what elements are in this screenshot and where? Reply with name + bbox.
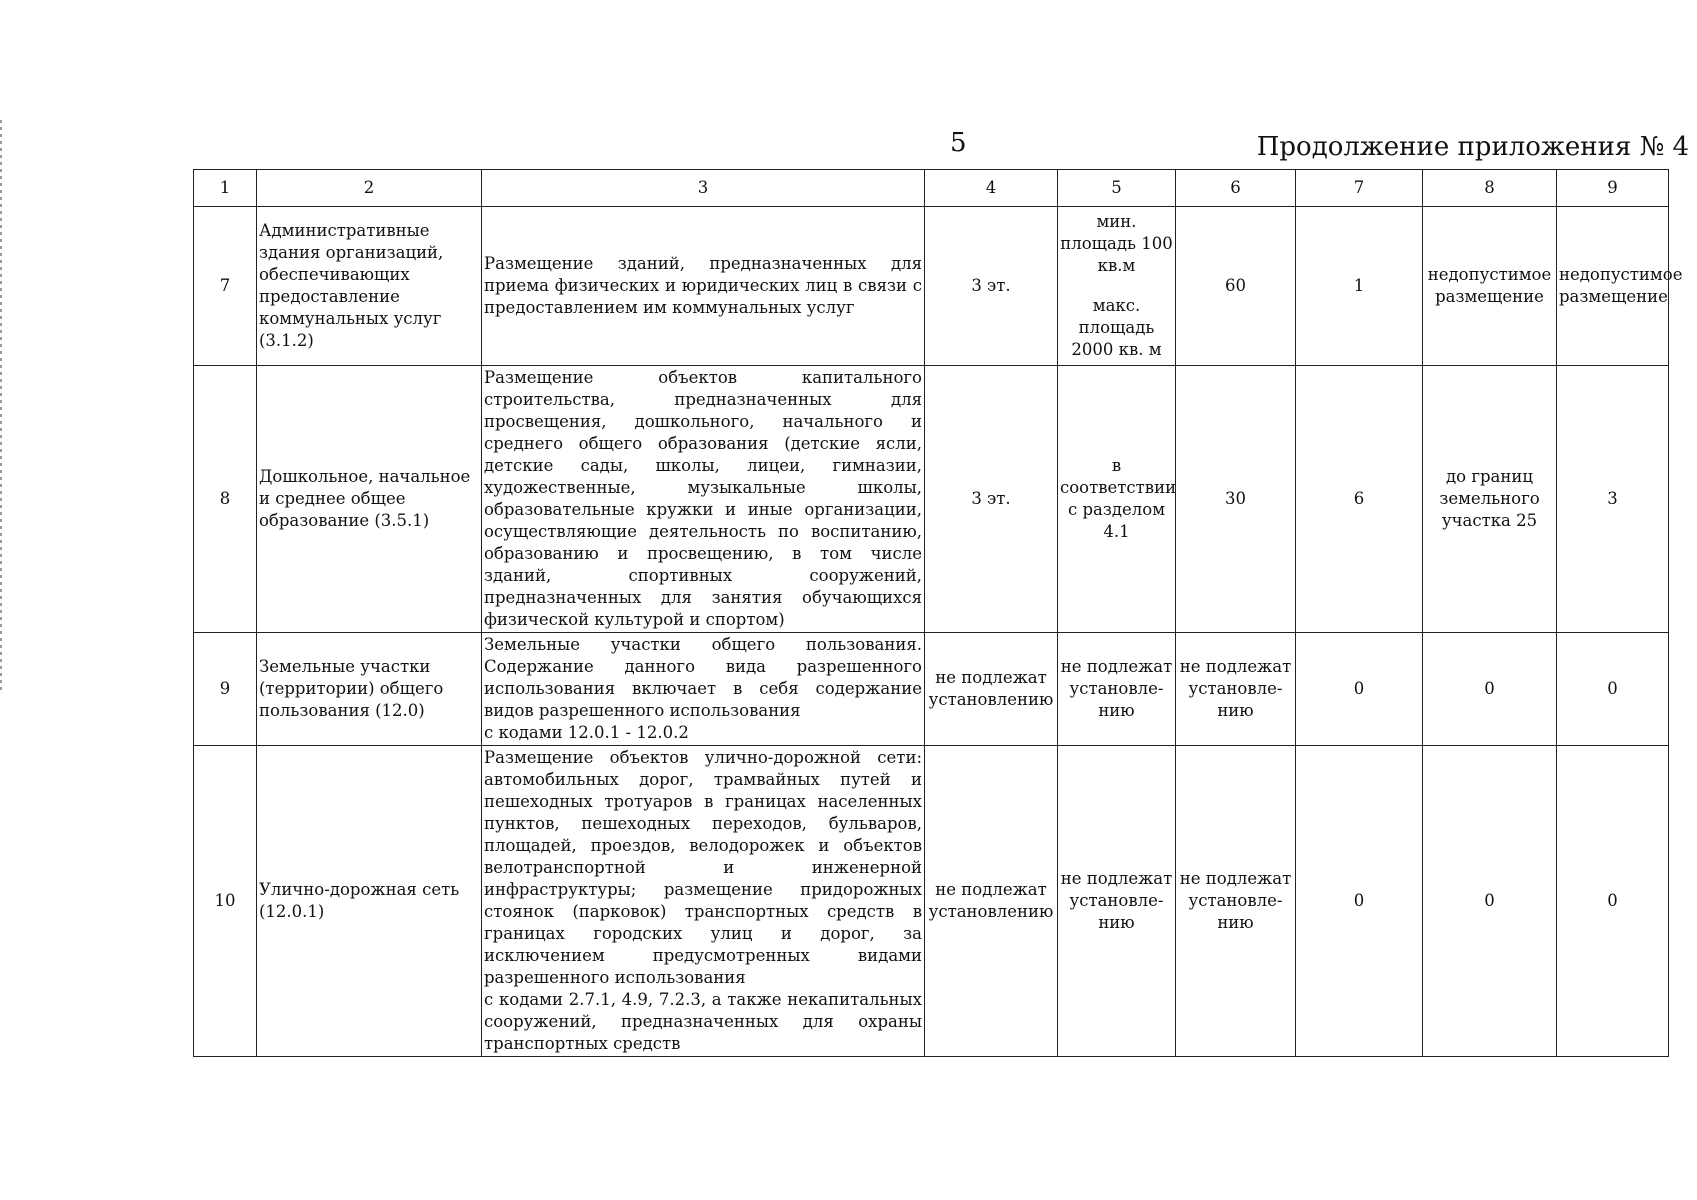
row-number: 7 bbox=[194, 207, 257, 366]
table-header-row bbox=[194, 170, 1669, 207]
max-floors: не подлежат установлению bbox=[925, 746, 1058, 1057]
header-cell: 3 bbox=[482, 170, 925, 207]
table-row bbox=[194, 207, 1669, 366]
header-cell: 2 bbox=[257, 170, 482, 207]
description-text: Земельные участки общего пользования. Содержание данного вида разрешенного использования включает в себя содержание видов разрешенного использования bbox=[484, 635, 922, 720]
header-cell: 8 bbox=[1423, 170, 1557, 207]
land-use-type: Земельные участки (территории) общего пользования (12.0) bbox=[257, 633, 482, 746]
min-setback: 6 bbox=[1296, 366, 1423, 633]
plot-area-limits bbox=[1058, 207, 1176, 366]
land-use-type: Дошкольное, начальное и среднее общее образование (3.5.1) bbox=[257, 366, 482, 633]
min-setback: 0 bbox=[1296, 746, 1423, 1057]
col8-value: 0 bbox=[1423, 633, 1557, 746]
land-use-type: Административные здания организаций, обеспечивающих предоставление коммунальных услуг (3.1.2) bbox=[257, 207, 482, 366]
plot-area-limits: не подлежат установле-нию bbox=[1058, 746, 1176, 1057]
header-cell: 5 bbox=[1058, 170, 1176, 207]
table-row bbox=[194, 746, 1669, 1057]
col8-value: недопустимое размещение bbox=[1423, 207, 1557, 366]
header-cell: 7 bbox=[1296, 170, 1423, 207]
max-area: макс. площадь 2000 кв. м bbox=[1071, 296, 1162, 359]
min-setback: 1 bbox=[1296, 207, 1423, 366]
scan-edge-mark bbox=[0, 120, 2, 690]
row-number: 9 bbox=[194, 633, 257, 746]
col9-value: 0 bbox=[1557, 633, 1669, 746]
header-cell: 4 bbox=[925, 170, 1058, 207]
col8-value: 0 bbox=[1423, 746, 1557, 1057]
description-codes: с кодами 2.7.1, 4.9, 7.2.3, а также некапитальных сооружений, предназначенных для охраны транспортных средств bbox=[484, 990, 922, 1053]
col9-value: 3 bbox=[1557, 366, 1669, 633]
max-floors: 3 эт. bbox=[925, 207, 1058, 366]
table-row bbox=[194, 633, 1669, 746]
max-floors: 3 эт. bbox=[925, 366, 1058, 633]
land-use-description bbox=[482, 746, 925, 1057]
plot-area-limits: не подлежат установле-нию bbox=[1058, 633, 1176, 746]
appendix-continuation-title: Продолжение приложения № 4 bbox=[1256, 132, 1689, 162]
row-number: 8 bbox=[194, 366, 257, 633]
col8-value: до границ земельного участка 25 bbox=[1423, 366, 1557, 633]
land-use-description bbox=[482, 633, 925, 746]
header-cell: 9 bbox=[1557, 170, 1669, 207]
max-coverage-percent: не подлежат установле-нию bbox=[1176, 633, 1296, 746]
col9-value: 0 bbox=[1557, 746, 1669, 1057]
zoning-regulations-table bbox=[193, 169, 1683, 1057]
land-use-description: Размещение зданий, предназначенных для приема физических и юридических лиц в связи с предоставлением им коммунальных услуг bbox=[482, 207, 925, 366]
col9-value: недопустимое размещение bbox=[1557, 207, 1669, 366]
max-coverage-percent: не подлежат установле-нию bbox=[1176, 746, 1296, 1057]
max-floors: не подлежат установлению bbox=[925, 633, 1058, 746]
land-use-description: Размещение объектов капитального строительства, предназначенных для просвещения, дошкольного, начального и среднего общего образования (детские ясли, детские сады, школы, лицеи, гимназии, художественные, музыкальные школы, образовательные кружки и иные организации, осуществляющие деятельность по воспитанию, образованию и просвещению, в том числе зданий, спортивных сооружений, предназначенных для занятия обучающихся физической культурой и спортом) bbox=[482, 366, 925, 633]
land-use-type: Улично-дорожная сеть (12.0.1) bbox=[257, 746, 482, 1057]
row-number: 10 bbox=[194, 746, 257, 1057]
plot-area-limits: в соответствии с разделом 4.1 bbox=[1058, 366, 1176, 633]
max-coverage-percent: 60 bbox=[1176, 207, 1296, 366]
max-coverage-percent: 30 bbox=[1176, 366, 1296, 633]
min-area: мин. площадь 100 кв.м bbox=[1060, 212, 1173, 275]
header-cell: 6 bbox=[1176, 170, 1296, 207]
page-number: 5 bbox=[950, 128, 967, 158]
min-setback: 0 bbox=[1296, 633, 1423, 746]
description-codes: с кодами 12.0.1 - 12.0.2 bbox=[484, 723, 689, 742]
table-row bbox=[194, 366, 1669, 633]
description-text: Размещение объектов улично-дорожной сети: автомобильных дорог, трамвайных путей и пешеходных тротуаров в границах населенных пунктов, пешеходных переходов, бульваров, площадей, проездов, велодорожек и объектов велотранспортной и инженерной инфраструктуры; размещение придорожных стоянок (парковок) транспортных средств в границах городских улиц и дорог, за исключением предусмотренных видами разрешенного использования bbox=[484, 748, 922, 987]
header-cell: 1 bbox=[194, 170, 257, 207]
